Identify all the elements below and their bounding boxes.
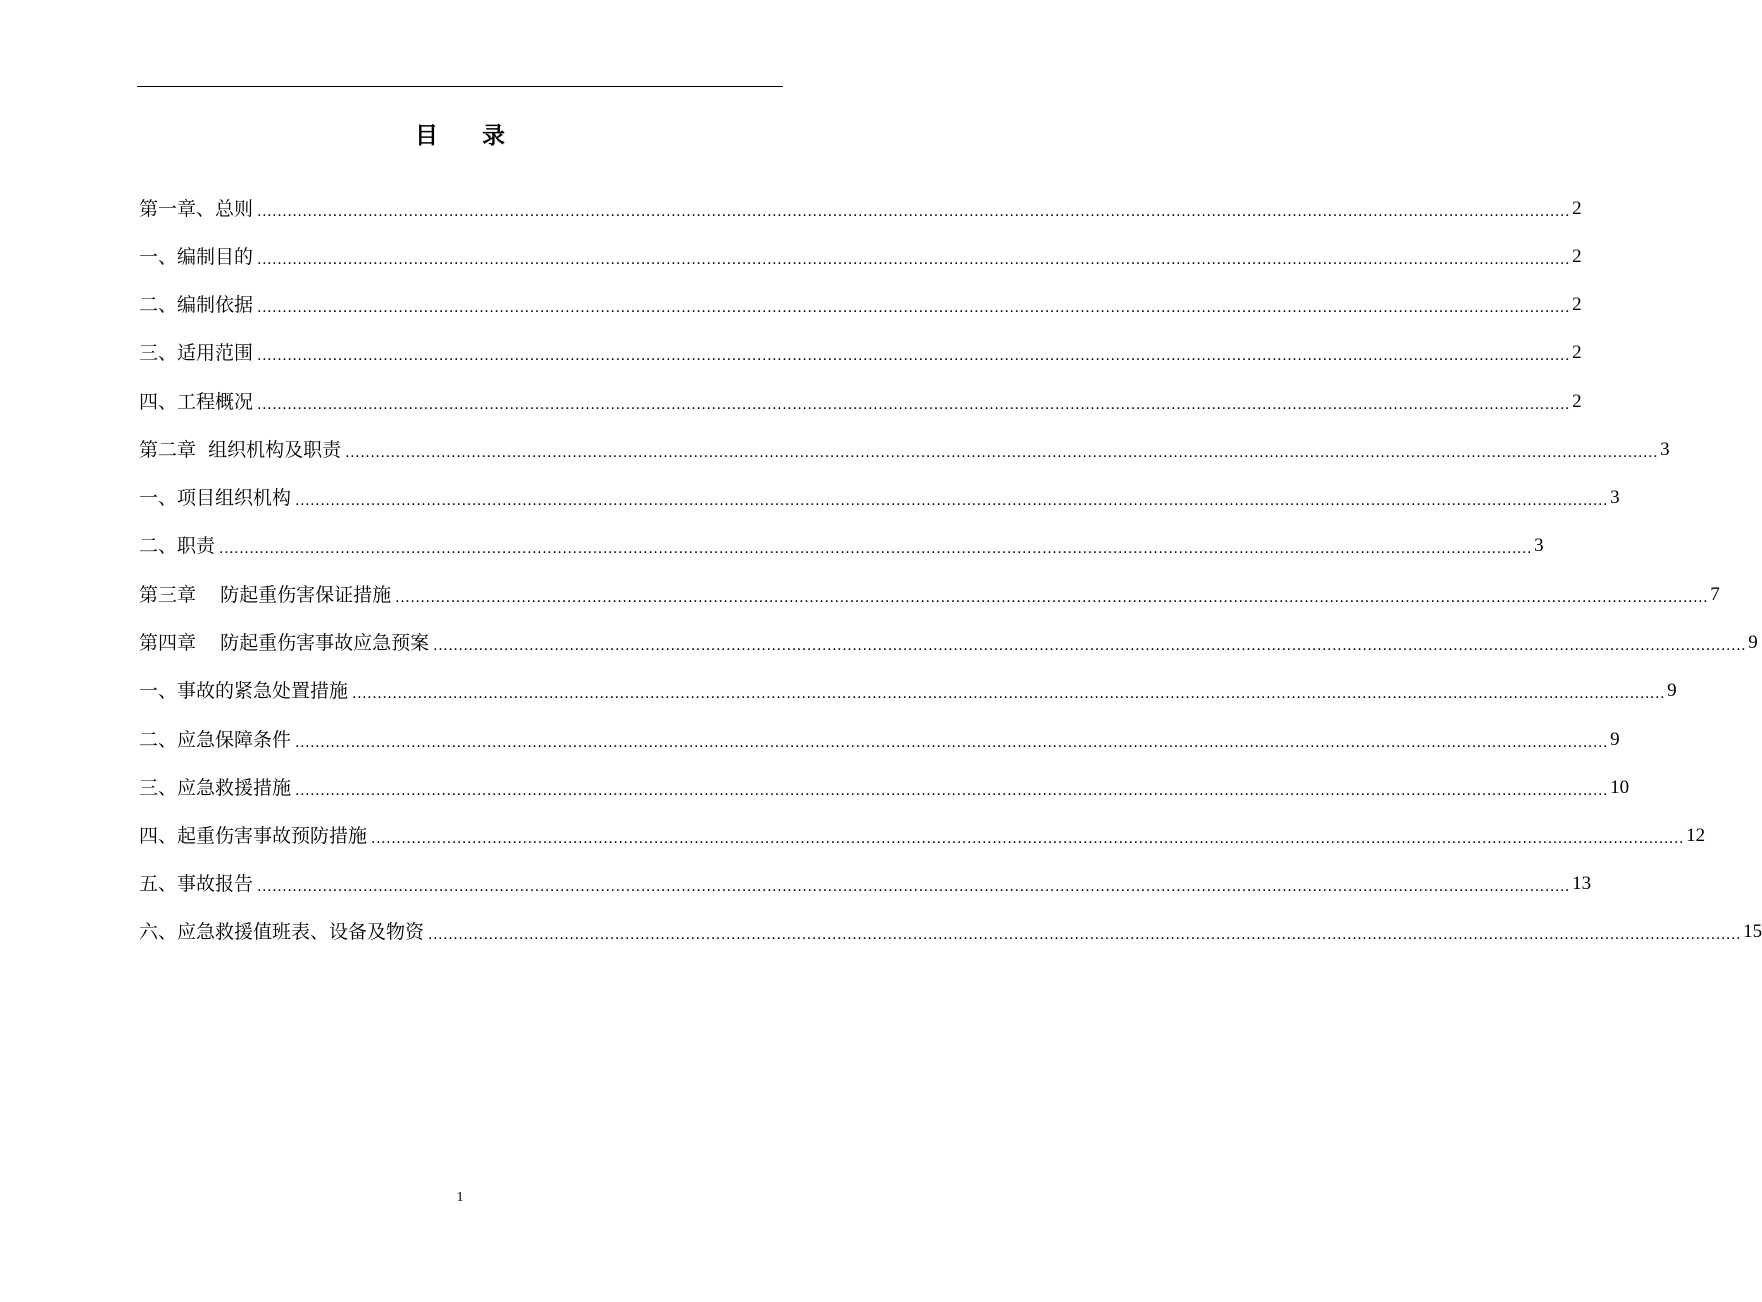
toc-entry[interactable] (139, 336, 1582, 370)
toc-entry-page: 3 (1610, 487, 1620, 508)
toc-leader-dots: .................................................................................................................................................................................................................................................................... (295, 783, 1609, 799)
toc-leader-dots: .................................................................................................................................................................................................................................................................... (257, 879, 1571, 895)
toc-entry-label: 二、编制依据 (139, 294, 254, 316)
toc-entry-label: 第三章 防起重伤害保证措施 (139, 584, 392, 606)
toc-entry[interactable] (139, 867, 1592, 901)
toc-leader-dots: .................................................................................................................................................................................................................................................................... (219, 541, 1533, 557)
page-number: 1 (456, 1190, 464, 1205)
toc-entry-page: 2 (1572, 246, 1582, 267)
toc-entry[interactable] (139, 723, 1620, 757)
toc-entry-label: 五、事故报告 (139, 873, 254, 895)
toc-entry[interactable] (139, 529, 1544, 563)
toc-entry[interactable] (139, 578, 1720, 612)
toc-entry-page: 12 (1686, 825, 1706, 846)
toc-entry[interactable] (139, 674, 1677, 708)
toc-entry-page: 2 (1572, 342, 1582, 363)
toc-entry-label: 四、起重伤害事故预防措施 (139, 825, 368, 847)
toc-entry-label: 一、编制目的 (139, 246, 254, 268)
toc-entry-page: 2 (1572, 294, 1582, 315)
toc-leader-dots: .................................................................................................................................................................................................................................................................... (395, 590, 1709, 606)
toc-entry-page: 2 (1572, 391, 1582, 412)
toc-entry[interactable] (139, 915, 1762, 949)
toc-leader-dots: .................................................................................................................................................................................................................................................................... (257, 300, 1571, 316)
toc-leader-dots: .................................................................................................................................................................................................................................................................... (257, 397, 1571, 413)
toc-entry[interactable] (139, 771, 1630, 805)
toc-entry-page: 3 (1534, 535, 1544, 556)
toc-entry-label: 一、事故的紧急处置措施 (139, 680, 349, 702)
toc-entry[interactable] (139, 288, 1582, 322)
toc-leader-dots: .................................................................................................................................................................................................................................................................... (352, 686, 1666, 702)
toc-entry[interactable] (139, 626, 1758, 660)
toc-entry-page: 7 (1710, 584, 1720, 605)
toc-entry[interactable] (139, 192, 1582, 226)
toc-entry[interactable] (139, 385, 1582, 419)
toc-entry[interactable] (139, 433, 1670, 467)
toc-entry-page: 9 (1610, 729, 1620, 750)
toc-entry-label: 四、工程概况 (139, 391, 254, 413)
toc-entry-page: 13 (1572, 873, 1592, 894)
toc-entry-page: 9 (1667, 680, 1677, 701)
toc-entry-page: 2 (1572, 198, 1582, 219)
toc-leader-dots: .................................................................................................................................................................................................................................................................... (295, 735, 1609, 751)
toc-entry[interactable] (139, 819, 1706, 853)
toc-entry-page: 15 (1743, 921, 1762, 942)
page-title: 目 录 (414, 122, 523, 149)
toc-leader-dots: .................................................................................................................................................................................................................................................................... (295, 493, 1609, 509)
toc-entry-label: 一、项目组织机构 (139, 487, 292, 509)
toc-entry[interactable] (139, 481, 1620, 515)
toc-leader-dots: .................................................................................................................................................................................................................................................................... (345, 445, 1659, 461)
toc-entry-page: 9 (1748, 632, 1758, 653)
toc-entry-label: 第一章、总则 (139, 198, 254, 220)
toc-entry-label: 二、应急保障条件 (139, 729, 292, 751)
toc-entry[interactable] (139, 240, 1582, 274)
toc-entry-page: 3 (1660, 439, 1670, 460)
header-rule (137, 86, 783, 87)
toc-leader-dots: .................................................................................................................................................................................................................................................................... (257, 348, 1571, 364)
toc-leader-dots: .................................................................................................................................................................................................................................................................... (257, 204, 1571, 220)
toc-entry-label: 三、应急救援措施 (139, 777, 292, 799)
toc-entry-label: 三、适用范围 (139, 342, 254, 364)
toc-entry-label: 第四章 防起重伤害事故应急预案 (139, 632, 430, 654)
toc-entry-label: 二、职责 (139, 535, 216, 557)
toc-entry-label: 第二章 组织机构及职责 (139, 439, 342, 461)
toc-leader-dots: .................................................................................................................................................................................................................................................................... (257, 252, 1571, 268)
toc-leader-dots: .................................................................................................................................................................................................................................................................... (433, 638, 1747, 654)
toc-leader-dots: .................................................................................................................................................................................................................................................................... (428, 927, 1742, 943)
toc-entry-page: 10 (1610, 777, 1630, 798)
toc-leader-dots: .................................................................................................................................................................................................................................................................... (371, 831, 1685, 847)
toc-entry-label: 六、应急救援值班表、设备及物资 (139, 921, 425, 943)
